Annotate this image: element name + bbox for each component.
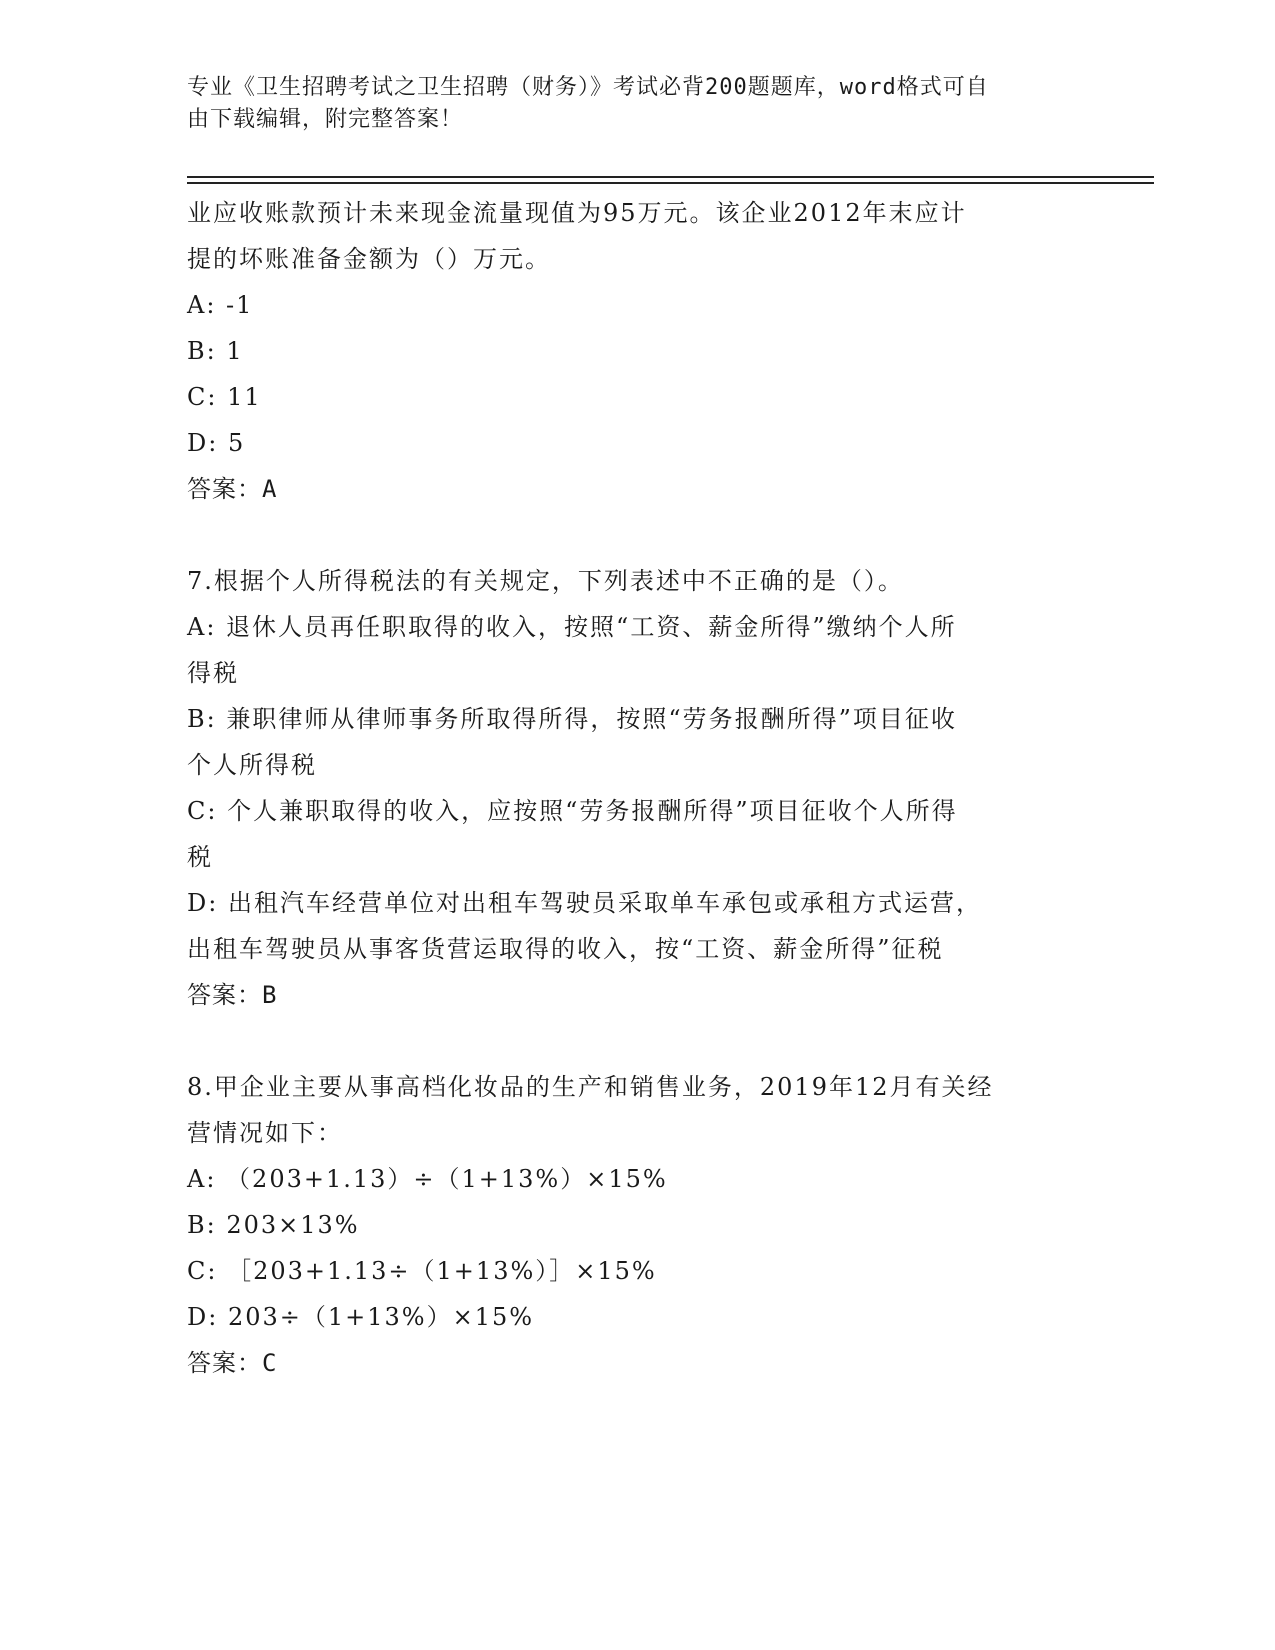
answer: 答案：B <box>187 981 278 1009</box>
option-a: A: （203+1.13）÷（1+13%）×15% <box>187 1165 668 1193</box>
question-stem: 8.甲企业主要从事高档化妆品的生产和销售业务，2019年12月有关经 <box>187 1073 994 1101</box>
question-stem: 营情况如下： <box>187 1119 343 1147</box>
question-stem: 业应收账款预计未来现金流量现值为95万元。该企业2012年末应计 <box>187 199 967 227</box>
option-d: D: 5 <box>187 429 246 457</box>
option-d: D: 出租汽车经营单位对出租车驾驶员采取单车承包或承租方式运营， <box>187 889 982 917</box>
question-8 <box>187 1064 1087 1386</box>
option-a: A: 退休人员再任职取得的收入，按照“工资、薪金所得”缴纳个人所 <box>187 613 957 641</box>
document-body <box>187 190 1087 1386</box>
option-b: B: 1 <box>187 337 244 365</box>
option-c-continued: 税 <box>187 843 213 871</box>
question-stem: 7.根据个人所得税法的有关规定，下列表述中不正确的是（）。 <box>187 567 904 595</box>
header-line-2: 由下载编辑，附完整答案！ <box>187 107 464 132</box>
answer: 答案：C <box>187 1349 278 1377</box>
option-b: B: 203×13% <box>187 1211 360 1239</box>
answer: 答案：A <box>187 475 278 503</box>
document-header <box>187 72 1087 136</box>
option-a-continued: 得税 <box>187 659 239 687</box>
option-c: C: ［203+1.13÷（1+13%）］×15% <box>187 1257 657 1285</box>
option-b: B: 兼职律师从律师事务所取得所得，按照“劳务报酬所得”项目征收 <box>187 705 957 733</box>
option-c: C: 个人兼职取得的收入，应按照“劳务报酬所得”项目征收个人所得 <box>187 797 958 825</box>
spacer <box>187 1018 1087 1064</box>
option-a: A: -1 <box>187 291 254 319</box>
option-b-continued: 个人所得税 <box>187 751 317 779</box>
option-d: D: 203÷（1+13%）×15% <box>187 1303 535 1331</box>
question-6 <box>187 190 1087 512</box>
header-divider-top <box>187 176 1154 178</box>
option-d-continued: 出租车驾驶员从事客货营运取得的收入，按“工资、薪金所得”征税 <box>187 935 944 963</box>
header-line-1: 专业《卫生招聘考试之卫生招聘（财务）》考试必背200题题库，word格式可自 <box>187 75 989 100</box>
spacer <box>187 512 1087 558</box>
question-7 <box>187 558 1087 1018</box>
question-stem: 提的坏账准备金额为（）万元。 <box>187 245 551 273</box>
header-divider-bottom <box>187 182 1154 184</box>
option-c: C: 11 <box>187 383 262 411</box>
